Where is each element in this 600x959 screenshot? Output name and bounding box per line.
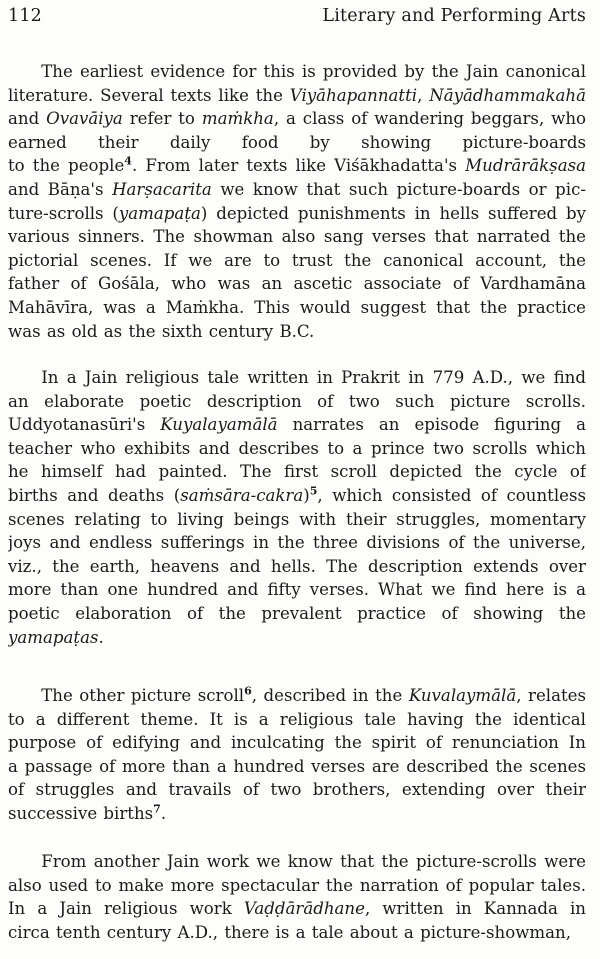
text-line: and Ovavāiya refer to maṁkha, a class of wandering beggars, who (8, 109, 586, 129)
text-line: yamapaṭas. (8, 627, 104, 647)
page-number: 112 (8, 6, 43, 26)
italic-term: yamapaṭas (8, 627, 99, 647)
paragraph-3 (8, 684, 586, 826)
paragraph-4 (8, 850, 586, 944)
text-line: more than one hundred and fifty verses. What we find here is a (8, 580, 586, 600)
footnote-ref: 4 (124, 154, 132, 168)
text-line: viz., the earth, heavens and hells. The description extends over (8, 556, 586, 576)
text-line: The earliest evidence for this is provided by the Jain canonical (8, 62, 586, 81)
italic-term: maṁkha (201, 109, 274, 129)
italic-term: Kuyalayamālā (160, 415, 278, 435)
footnote-ref: 5 (309, 484, 318, 498)
paragraph-1 (8, 60, 586, 343)
text-line: ture-scrolls (yamapaṭa) depicted punishments in hells suffered by (8, 203, 586, 223)
text-line: he himself had painted. The first scroll depicted the cycle of (8, 462, 586, 482)
text-line: was as old as the sixth century B.C. (8, 321, 315, 341)
text-line: a passage of more than a hundred verses are described the scenes (8, 756, 586, 776)
italic-term: Harṣacarita (112, 179, 212, 199)
italic-term: Ovavāiya (46, 109, 123, 129)
text-line: of struggles and travails of two brothers, extending over their (8, 780, 586, 800)
page-header (8, 6, 586, 26)
italic-term: Viyāhapannatti (289, 85, 418, 105)
text-line: successive births$^7$. (8, 802, 167, 823)
italic-term: saṁsāra-cakra (180, 485, 304, 505)
text-line: teacher who exhibits and describes to a prince two scrolls which (8, 438, 586, 458)
running-title: Literary and Performing Arts (322, 6, 586, 26)
italic-term: Nāyādhammakahā (429, 85, 586, 105)
text-line: earned their daily food by showing picture-boards (8, 132, 586, 152)
text-line: various sinners. The showman also sang verses that narrated the (8, 227, 586, 247)
text-line: births and deaths (saṁsāra-cakra)$^5$, which consisted of countless (8, 484, 586, 505)
text-line: to the people$^4$. From later texts like Viśākhadatta's Mudrārākṣasa (8, 154, 586, 176)
text-line: The other picture scroll$^6$, described in the Kuvalaymālā, relates (8, 684, 586, 705)
footnote-ref: 7 (153, 802, 161, 816)
paragraph-2 (8, 366, 586, 649)
text-line: circa tenth century A.D., there is a tale about a picture-showman, (8, 922, 571, 942)
text-line: In a Jain religious work Vaḍḍārādhane, written in Kannada in (8, 899, 586, 919)
text-line: purpose of edifying and inculcating the spirit of renunciation In (8, 733, 586, 753)
text-line: scenes relating to living beings with their struggles, momentary (8, 509, 586, 529)
text-line: Uddyotanasūri's Kuyalayamālā narrates an episode figuring a (8, 415, 586, 435)
text-line: pictorial scenes. If we are to trust the canonical account, the (8, 250, 586, 270)
text-line: and Bāṇa's Harṣacarita we know that such picture-boards or pic- (8, 179, 586, 199)
text-line: father of Gośāla, who was an ascetic associate of Vardhamāna (8, 274, 586, 294)
italic-term: Mudrārākṣasa (465, 156, 586, 176)
italic-term: Vaḍḍārādhane (243, 899, 365, 919)
text-line: joys and endless sufferings in the three divisions of the universe, (8, 533, 586, 553)
text-line: poetic elaboration of the prevalent practice of showing the (8, 603, 586, 623)
text-line: an elaborate poetic description of two such picture scrolls. (8, 391, 586, 411)
text-line: From another Jain work we know that the picture-scrolls were (8, 852, 586, 871)
italic-term: yamapaṭa (118, 203, 201, 223)
italic-term: Kuvalaymālā (408, 686, 517, 705)
text-line: In a Jain religious tale written in Prakrit in 779 A.D., we find (8, 368, 586, 387)
text-line: literature. Several texts like the Viyāhapannatti, Nāyādhammakahā (8, 85, 586, 105)
footnote-ref: 6 (244, 684, 252, 698)
text-line: to a different theme. It is a religious tale having the identical (8, 709, 586, 729)
text-line: also used to make more spectacular the narration of popular tales. (8, 875, 586, 895)
text-line: Mahāvīra, was a Maṁkha. This would suggest that the practice (8, 297, 586, 317)
